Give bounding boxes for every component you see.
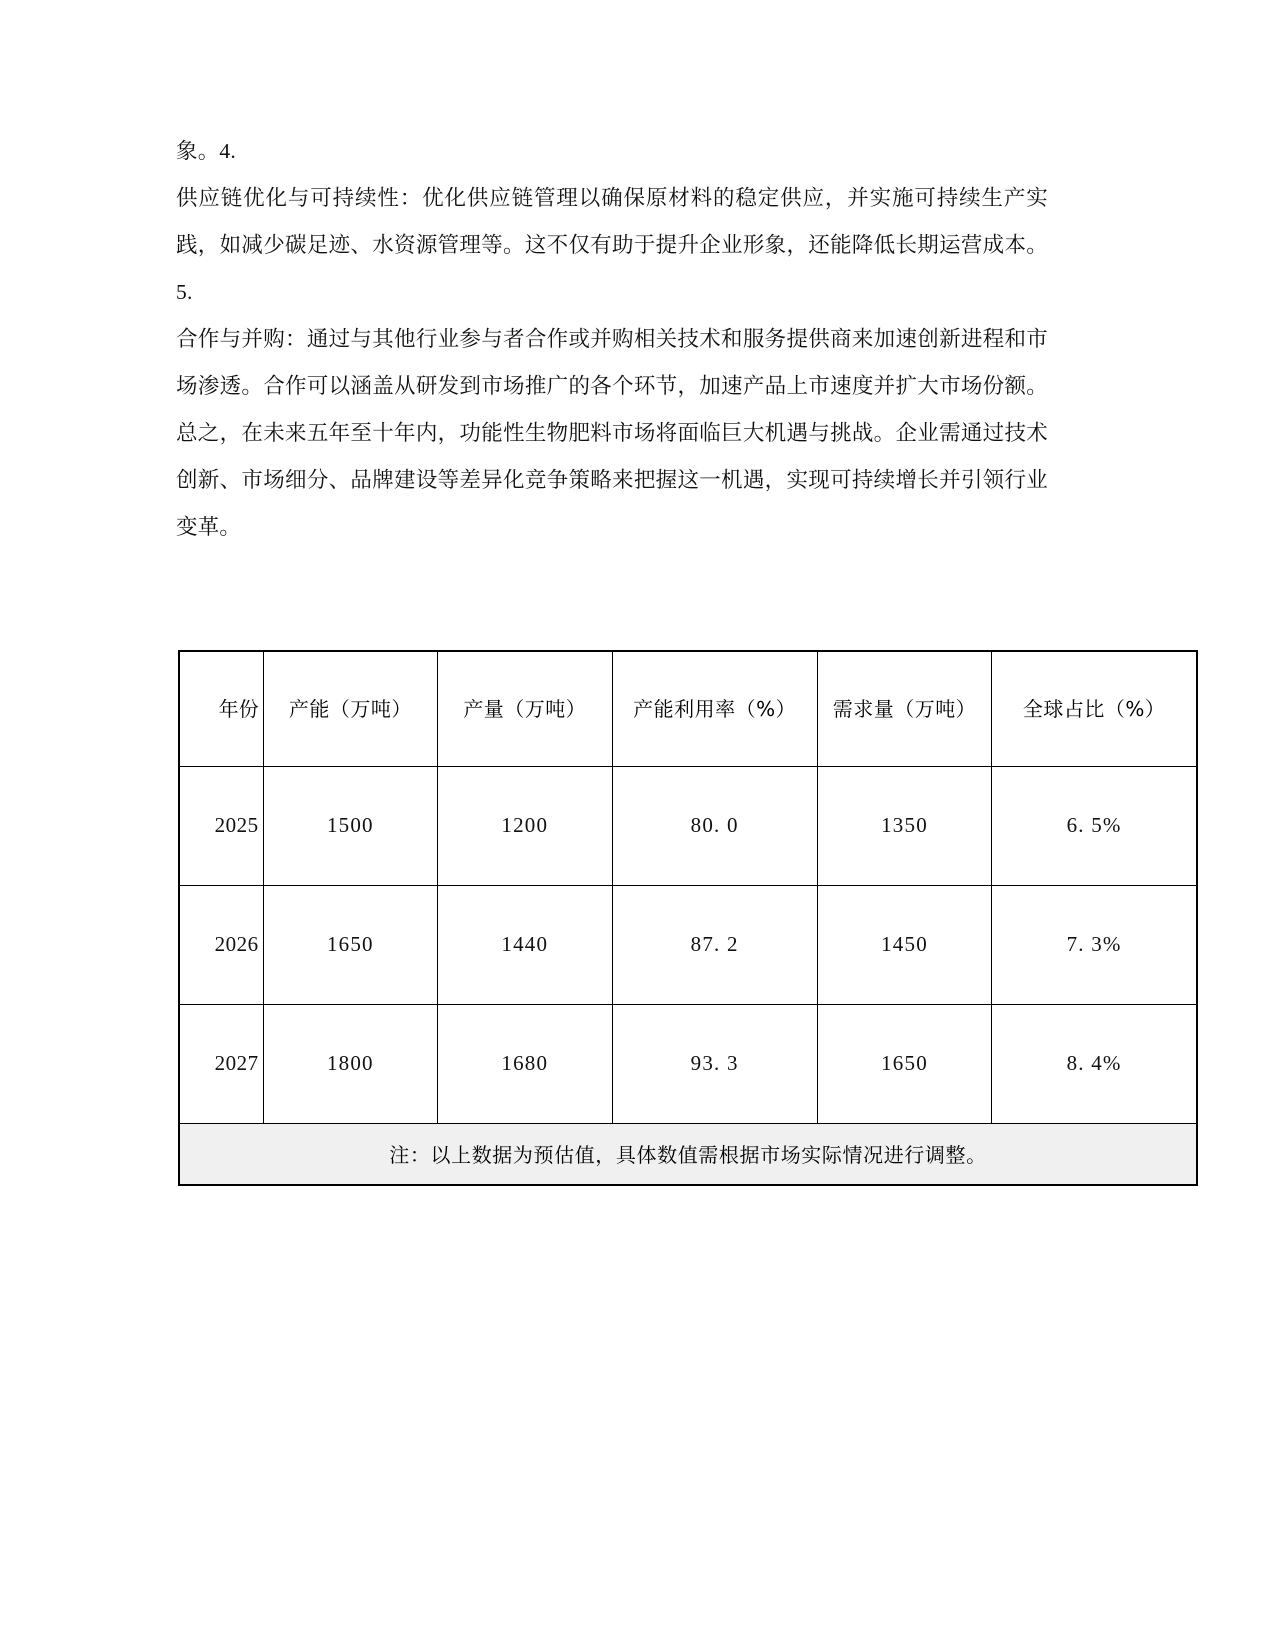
column-header-demand: 需求量（万吨） bbox=[817, 651, 991, 766]
column-header-output: 产量（万吨） bbox=[438, 651, 612, 766]
cell-global-share: 7. 3% bbox=[992, 885, 1197, 1004]
cell-year: 2026 bbox=[179, 885, 263, 1004]
forecast-table bbox=[178, 650, 1198, 1186]
cell-demand: 1350 bbox=[817, 766, 991, 885]
cell-output: 1680 bbox=[438, 1004, 612, 1123]
cell-utilization: 93. 3 bbox=[612, 1004, 817, 1123]
table-row bbox=[179, 885, 1197, 1004]
paragraph-3: 合作与并购：通过与其他行业参与者合作或并购相关技术和服务提供商来加速创新进程和市场渗透。合作可以涵盖从研发到市场推广的各个环节，加速产品上市速度并扩大市场份额。总之，在未来五年至十年内，功能性生物肥料市场将面临巨大机遇与挑战。企业需通过技术创新、市场细分、品牌建设等差异化竞争策略来把握这一机遇，实现可持续增长并引领行业变革。 bbox=[176, 327, 1048, 539]
column-header-capacity: 产能（万吨） bbox=[263, 651, 437, 766]
cell-year: 2025 bbox=[179, 766, 263, 885]
cell-output: 1200 bbox=[438, 766, 612, 885]
paragraph-1: 象。4. bbox=[176, 139, 236, 163]
cell-year: 2027 bbox=[179, 1004, 263, 1123]
table-head bbox=[179, 651, 1197, 766]
table-body bbox=[179, 766, 1197, 1185]
cell-output: 1440 bbox=[438, 885, 612, 1004]
cell-utilization: 87. 2 bbox=[612, 885, 817, 1004]
table-row bbox=[179, 1004, 1197, 1123]
cell-global-share: 8. 4% bbox=[992, 1004, 1197, 1123]
cell-capacity: 1500 bbox=[263, 766, 437, 885]
table-note-row bbox=[179, 1123, 1197, 1185]
data-table-container bbox=[178, 650, 1198, 1186]
cell-capacity: 1650 bbox=[263, 885, 437, 1004]
cell-demand: 1450 bbox=[817, 885, 991, 1004]
cell-utilization: 80. 0 bbox=[612, 766, 817, 885]
cell-global-share: 6. 5% bbox=[992, 766, 1197, 885]
body-text-block bbox=[176, 128, 1048, 551]
column-header-utilization: 产能利用率（%） bbox=[612, 651, 817, 766]
cell-demand: 1650 bbox=[817, 1004, 991, 1123]
cell-capacity: 1800 bbox=[263, 1004, 437, 1123]
table-row bbox=[179, 766, 1197, 885]
table-header-row bbox=[179, 651, 1197, 766]
table-note: 注：以上数据为预估值，具体数值需根据市场实际情况进行调整。 bbox=[179, 1123, 1197, 1185]
column-header-year: 年份 bbox=[179, 651, 263, 766]
column-header-global-share: 全球占比（%） bbox=[992, 651, 1197, 766]
paragraph-2: 供应链优化与可持续性：优化供应链管理以确保原材料的稳定供应，并实施可持续生产实践，如减少碳足迹、水资源管理等。这不仅有助于提升企业形象，还能降低长期运营成本。5. bbox=[176, 186, 1048, 304]
